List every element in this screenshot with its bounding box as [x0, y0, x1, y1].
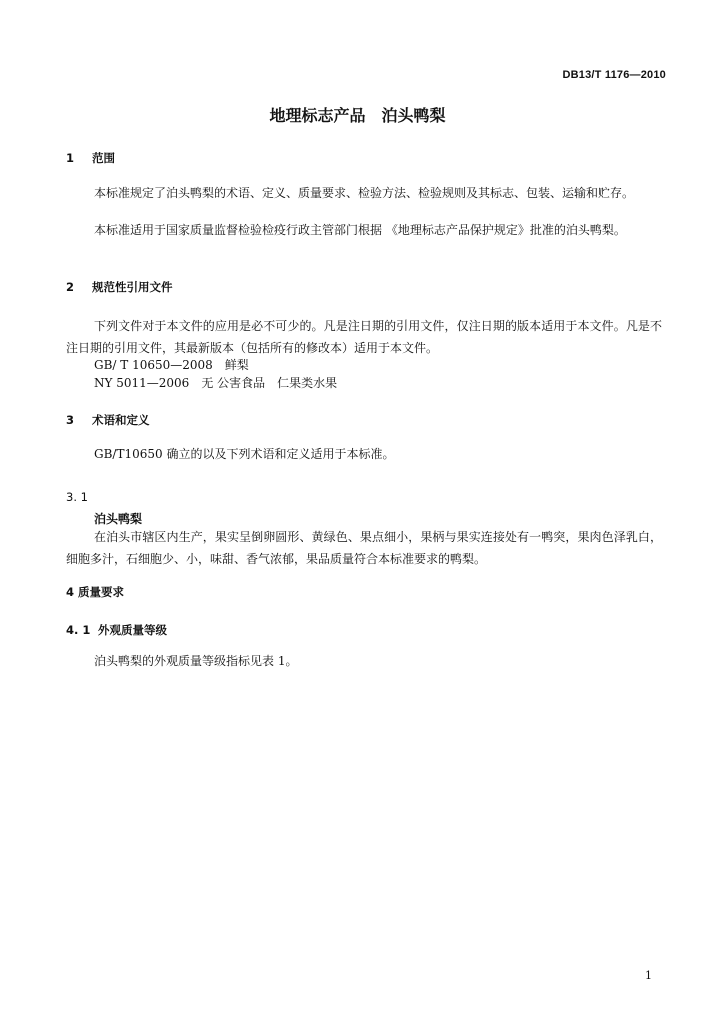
document-title: 地理标志产品 泊头鸭梨: [269, 106, 446, 125]
section-3-title: 术语和定义: [92, 413, 150, 427]
section-1-number: 1: [66, 151, 75, 165]
section-3-number: 3: [66, 413, 75, 427]
section-4-heading: 4 质量要求: [66, 585, 125, 599]
section-4-1-title: 外观质量等级: [98, 623, 167, 637]
term-3-1-number: 3. 1: [66, 490, 88, 504]
section-1-title: 范围: [92, 151, 115, 165]
section-2-title: 规范性引用文件: [92, 280, 173, 294]
term-3-1-name: 泊头鸭梨: [94, 512, 143, 526]
section-3-heading: [66, 412, 150, 428]
section-2-number: 2: [66, 280, 75, 294]
section-2-paragraph-1: 下列文件对于本文件的应用是必不可少的。凡是注日期的引用文件，仅注日期的版本适用于本文件。凡是不注日期的引用文件，其最新版本（包括所有的修改本）适用于本文件。: [66, 319, 662, 355]
section-3-paragraph-1: GB/T10650 确立的以及下列术语和定义适用于本标准。: [94, 447, 395, 461]
section-1-paragraph-2: 本标准适用于国家质量监督检验检疫行政主管部门根据 《地理标志产品保护规定》批准的泊头鸭梨。: [94, 223, 626, 237]
term-3-1-definition: 在泊头市辖区内生产，果实呈倒卵圆形、黄绿色、果点细小，果柄与果实连接处有一鸭突，果肉色泽乳白，细胞多汁，石细胞少、小，味甜、香气浓郁，果品质量符合本标准要求的鸭梨。: [66, 530, 662, 566]
document-code: DB13/T 1176—2010: [562, 69, 666, 81]
section-4-1-paragraph-1: 泊头鸭梨的外观质量等级指标见表 1。: [94, 654, 298, 668]
section-4-1-heading: [66, 622, 167, 638]
section-1-paragraph-1: 本标准规定了泊头鸭梨的术语、定义、质量要求、检验方法、检验规则及其标志、包装、运输和贮存。: [94, 186, 635, 200]
page-number: 1: [645, 969, 652, 982]
section-1-heading: [66, 150, 115, 166]
section-4-1-number: 4. 1: [66, 623, 91, 637]
reference-gb-10650: GB/ T 10650—2008 鲜梨: [94, 358, 249, 372]
reference-ny-5011: NY 5011—2006 无 公害食品 仁果类水果: [94, 376, 338, 390]
section-2-heading: [66, 279, 173, 295]
